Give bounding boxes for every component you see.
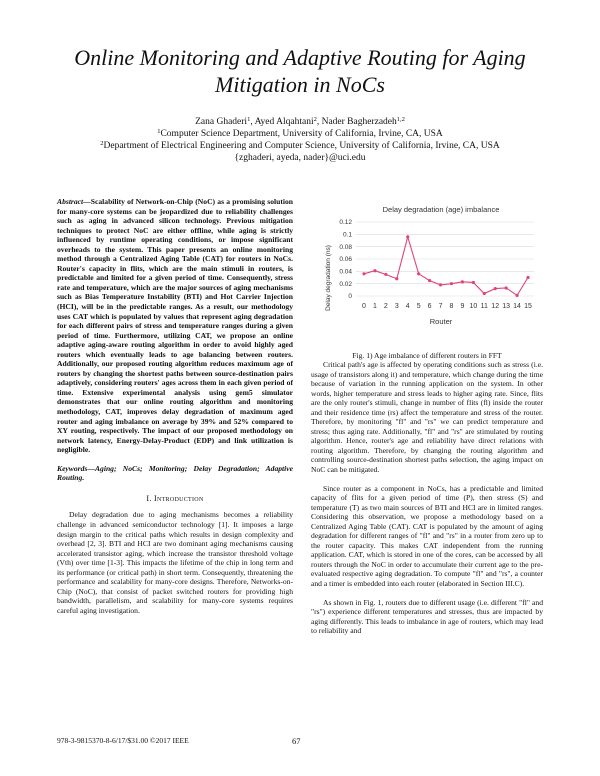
intro-paragraph: Delay degradation due to aging mechanisms becomes a reliability challenge in advanced semiconductor technology [1]. It imposes a large design margin to the critical paths which results in design complexity and overhead [2, 3]. BTI and HCI are two dominant aging mechanisms causing accelerated transistor aging, which increase the transistor threshold voltage (Vth) over time [1-3]. This impacts the lifetime of the chip in long term and its performance (or critical path) in short term. Consequently, threatening the performance and scalability for many-core designs. Therefore, Networks-on-Chip (NoC), that consist of packet switched routers for providing high bandwidth, parallelism, and scalability for many-core systems requires careful aging investigation. xyxy=(57,510,293,615)
data-point xyxy=(384,273,387,276)
x-tick-label: 6 xyxy=(427,303,432,310)
data-point xyxy=(362,272,365,275)
author-emails: {zghaderi, ayeda, nader}@uci.edu xyxy=(234,153,366,163)
abstract-lead: Abstract xyxy=(57,197,84,206)
data-point xyxy=(395,277,398,280)
y-tick-label: 0 xyxy=(348,293,352,301)
author-1: Zana Ghaderi xyxy=(195,117,248,127)
abstract xyxy=(57,197,293,455)
section-heading: I. Introduction xyxy=(146,493,204,503)
x-tick-label: 12 xyxy=(491,303,500,310)
paper-title xyxy=(40,44,560,98)
data-point xyxy=(494,287,497,290)
right-paragraph-2: Since router as a component in NoCs, has a predictable and limited capacity of flits for a given period of time (P), then stress (S) and temperature (T) as two main sources of BTI and HCI are in limited ranges. Considering this observation, we propose a methodology based on a Centralized Aging Table (CAT). CAT is populated by the amount of aging degradation for different ranges of "fl" and "rs" in a router from zero up to the router capacity. This makes CAT independent from the running application. CAT, which is stored in one of the cores, can be accessed by all routers through the NoC in order to accumulate their current age to the pre-evaluated respective aging degradation. To compute "fl" and "rs", a counter and a timer is embedded into each router (elaborated in Section III.C). xyxy=(311,483,543,589)
data-point xyxy=(439,283,442,286)
x-tick-label: 11 xyxy=(480,303,488,310)
x-tick-label: 4 xyxy=(405,303,410,310)
y-tick-label: 0.02 xyxy=(339,280,352,288)
chart-title: Delay degradation (age) imbalance xyxy=(382,205,500,214)
x-tick-label: 1 xyxy=(372,303,377,310)
footer-isbn: 978-3-9815370-8-6/17/$31.00 ©2017 IEEE xyxy=(57,736,189,745)
data-point xyxy=(472,281,475,284)
x-tick-label: 9 xyxy=(460,303,465,310)
x-tick-label: 14 xyxy=(513,303,521,310)
chart-svg xyxy=(316,198,542,343)
x-tick-label: 2 xyxy=(383,303,388,310)
x-tick-label: 13 xyxy=(502,303,511,310)
author-2: Ayed Alqahtani xyxy=(254,117,314,127)
x-tick-label: 5 xyxy=(416,303,421,310)
right-paragraph-3: As shown in Fig. 1, routers due to different usage (i.e. different "fl" and "rs") experience different temperatures and stresses, thus are impacted by aging differently. This leads to imbalance in age of routers, which may lead to reliability and xyxy=(311,597,543,636)
data-point xyxy=(505,286,508,289)
data-point xyxy=(373,269,376,272)
data-point xyxy=(483,292,486,295)
author-3: Nader Bagherzadeh xyxy=(321,117,397,127)
y-tick-label: 0.06 xyxy=(339,256,352,264)
x-tick-label: 3 xyxy=(394,303,399,310)
keywords: Keywords—Aging; NoCs; Monitoring; Delay Degradation; Adaptive Routing. xyxy=(57,463,293,483)
author-names: Zana Ghaderi$^1$, Ayed Alqahtani$^2$, Nader Bagherzadeh$^{1,2}$ xyxy=(195,116,405,127)
author-block xyxy=(40,116,560,164)
figure-1-chart xyxy=(316,198,542,343)
y-axis-label: Delay degradation (ns) xyxy=(325,245,332,311)
data-point xyxy=(450,282,453,285)
data-point xyxy=(526,276,529,279)
affiliation-1: $^1$Computer Science Department, University of California, Irvine, CA, USA xyxy=(157,128,443,139)
x-tick-label: 7 xyxy=(438,303,443,310)
left-column xyxy=(57,197,293,615)
series-line xyxy=(364,237,528,296)
x-tick-label: 15 xyxy=(524,303,532,310)
right-column xyxy=(311,360,543,636)
figure-1-caption: Fig. 1) Age imbalance of different routers in FFT xyxy=(352,351,502,360)
y-tick-label: 0.1 xyxy=(342,231,352,239)
y-tick-label: 0.12 xyxy=(339,219,352,227)
title-line-2: Mitigation in NoCs xyxy=(215,72,385,97)
x-axis-label: Router xyxy=(429,317,453,326)
page-number: 67 xyxy=(292,736,301,746)
abstract-text: —Scalability of Network-on-Chip (NoC) as a promising solution for many-core systems can be jeopardized due to reliability challenges such as aging in advanced silicon technology. Previous mitigation techniques to protect NoC are either offline, while aging is strictly influenced by runtime operating conditions, or impose significant overheads to the system. This paper presents an online monitoring method through a Centralized Aging Table (CAT) for routers in NoCs. Router's capacity in flits, which are the main stimuli in routers, is predictable and limited for a given period of time. Consequently, stress rate and temperature, which are the major sources of aging mechanisms such as Bias Temperature Instability (BTI) and Hot Carrier Injection (HCI), will be in the predictable ranges. As a result, our methodology uses CAT which is populated by values that represent aging degradation for each different pairs of stress and temperature ranges during a given period of time. Furthermore, utilizing CAT, we propose an online adaptive aging-aware routing algorithm in order to avoid highly aged routers which eventually leads to age balancing between routers. Additionally, our proposed routing algorithm reduces maximum age of routers by changing the shortest paths between source-destination pairs adaptively, considering routers' ages across them in each given period of time. Extensive experimental analysis using gem5 simulator demonstrates that our online routing algorithm and monitoring methodology, CAT, improves delay degradation of maximum aged router and aging imbalance on average by 39% and 52% compared to XY routing, respectively. The impact of our proposed methodology on network latency, Energy-Delay-Product (EDP) and link utilization is negligible. xyxy=(57,197,293,455)
data-point xyxy=(428,279,431,282)
x-tick-label: 8 xyxy=(449,303,454,310)
x-tick-label: 10 xyxy=(469,303,478,310)
data-point xyxy=(406,235,409,238)
data-point xyxy=(515,294,518,297)
data-point xyxy=(417,272,420,275)
affiliation-2: $^2$Department of Electrical Engineering and Computer Science, University of California, Irvine, CA, USA xyxy=(100,140,500,151)
y-tick-label: 0.08 xyxy=(339,243,352,251)
y-tick-label: 0.04 xyxy=(339,268,352,276)
title-line-1: Online Monitoring and Adaptive Routing for Aging xyxy=(74,45,526,70)
x-tick-label: 0 xyxy=(362,303,366,310)
data-point xyxy=(461,280,464,283)
right-paragraph-1: Critical path's age is affected by operating conditions such as stress (i.e. usage of transistors along it) and temperature, which change during the time because of variation in the running application on the system. In other words, higher temperature and stress leads to higher aging rate. Since, flits are the only router's stimuli, change in number of flits (fl) inside the router and their residence time (rs) affect the temperature and stress of the router. Therefore, by monitoring "fl" and "rs" we can predict temperature and stress; thus aging rate. Additionally, "fl" and "rs" are stimulated by routing algorithm. Hence, router's age and reliability have direct relations with routing algorithm. Therefore, by changing the routing algorithm and controlling source-destination shortest paths selection, the aging impact on NoC can be mitigated. xyxy=(311,360,543,475)
